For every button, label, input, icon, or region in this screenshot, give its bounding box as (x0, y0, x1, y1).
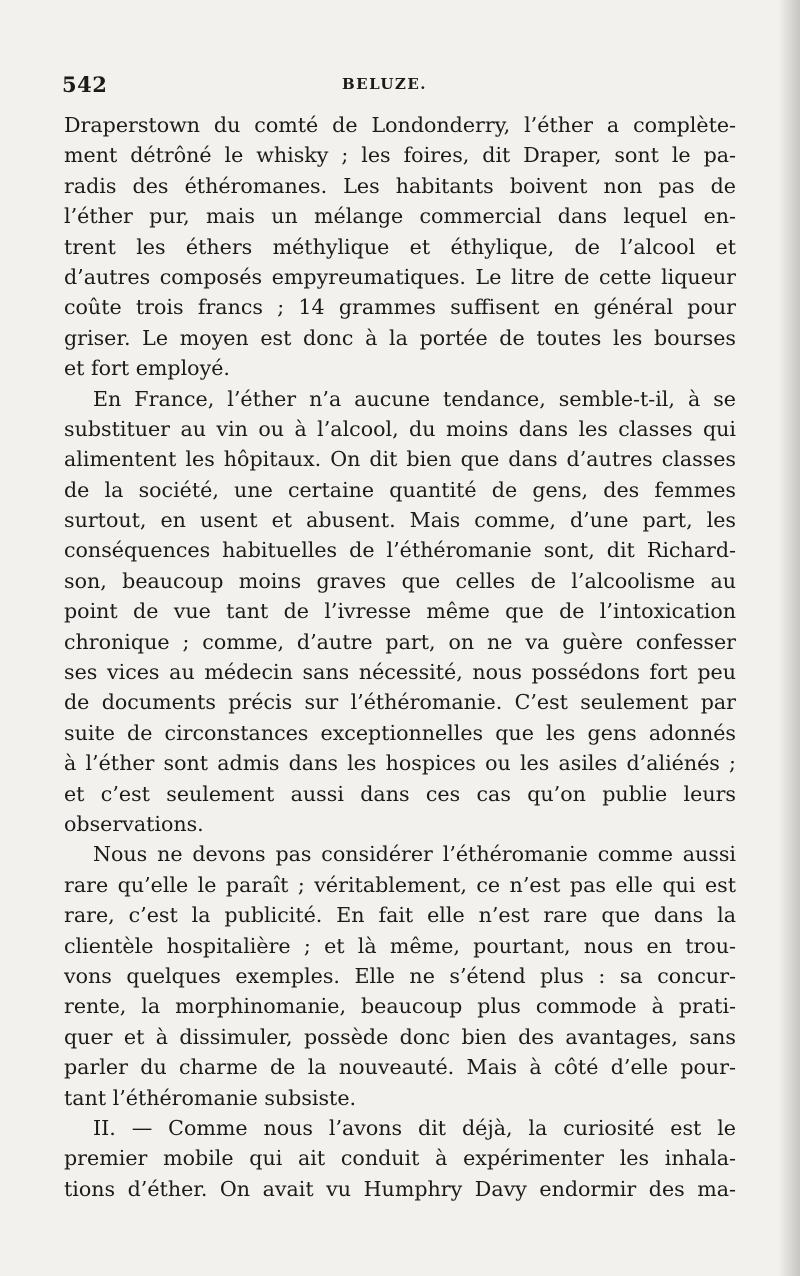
text-line: vons quelques exemples. Elle ne s’étend plus : sa concur- (64, 963, 736, 988)
text-line: suite de circonstances exceptionnelles que les gens adonnés (64, 720, 736, 745)
text-line: et c’est seulement aussi dans ces cas qu’on publie leurs (64, 781, 736, 806)
text-line: trent les éthers méthylique et éthylique, de l’alcool et (64, 234, 736, 259)
text-line: point de vue tant de l’ivresse même que de l’intoxication (64, 599, 736, 624)
body-text (64, 110, 736, 1204)
text-line: coûte trois francs ; 14 grammes suffisent en général pour (64, 295, 736, 320)
text-line: rare, c’est la publicité. En fait elle n’est rare que dans la (64, 903, 736, 928)
text-line: son, beaucoup moins graves que celles de l’alcoolisme au (64, 568, 736, 593)
text-line: tant l’éthéromanie subsiste. (64, 1085, 357, 1110)
running-head: BELUZE. (342, 75, 428, 93)
text-line: rente, la morphinomanie, beaucoup plus commode à prati- (64, 994, 736, 1019)
text-line: surtout, en usent et abusent. Mais comme, d’une part, les (64, 508, 736, 533)
text-line: radis des éthéromanes. Les habitants boivent non pas de (64, 173, 736, 198)
page-header (62, 72, 760, 102)
text-line: rare qu’elle le paraît ; véritablement, ce n’est pas elle qui est (64, 872, 736, 897)
text-line: et fort employé. (64, 356, 230, 381)
text-line: de la société, une certaine quantité de gens, des femmes (64, 477, 736, 502)
text-line: ses vices au médecin sans nécessité, nous possédons fort peu (64, 660, 736, 685)
text-line: Nous ne devons pas considérer l’éthéromanie comme aussi (93, 842, 736, 867)
page-number: 542 (62, 72, 108, 97)
page-edge-shadow (778, 0, 800, 1276)
text-line: à l’éther sont admis dans les hospices ou les asiles d’aliénés ; (64, 751, 736, 776)
text-line: substituer au vin ou à l’alcool, du moins dans les classes qui (64, 416, 736, 441)
text-line: d’autres composés empyreumatiques. Le litre de cette liqueur (64, 264, 736, 289)
text-line: conséquences habituelles de l’éthéromanie sont, dit Richard- (64, 538, 736, 563)
text-line: alimentent les hôpitaux. On dit bien que dans d’autres classes (64, 447, 736, 472)
text-line: parler du charme de la nouveauté. Mais à côté d’elle pour- (64, 1055, 736, 1080)
text-line: II. — Comme nous l’avons dit déjà, la curiosité est le (93, 1115, 736, 1140)
text-line: clientèle hospitalière ; et là même, pourtant, nous en trou- (64, 933, 736, 958)
text-line: chronique ; comme, d’autre part, on ne va guère confesser (64, 629, 736, 654)
text-line: l’éther pur, mais un mélange commercial dans lequel en- (64, 204, 736, 229)
text-line: premier mobile qui ait conduit à expérimenter les inhala- (64, 1146, 736, 1171)
text-line: griser. Le moyen est donc à la portée de toutes les bourses (64, 325, 736, 350)
text-line: de documents précis sur l’éthéromanie. C’est seulement par (64, 690, 736, 715)
text-line: En France, l’éther n’a aucune tendance, semble-t-il, à se (93, 386, 736, 411)
text-line: tions d’éther. On avait vu Humphry Davy endormir des ma- (64, 1176, 736, 1201)
text-line: quer et à dissimuler, possède donc bien des avantages, sans (64, 1024, 736, 1049)
text-line: Draperstown du comté de Londonderry, l’éther a complète- (64, 113, 736, 137)
text-line: ment détrôné le whisky ; les foires, dit Draper, sont le pa- (64, 143, 736, 168)
text-line: observations. (64, 811, 204, 836)
